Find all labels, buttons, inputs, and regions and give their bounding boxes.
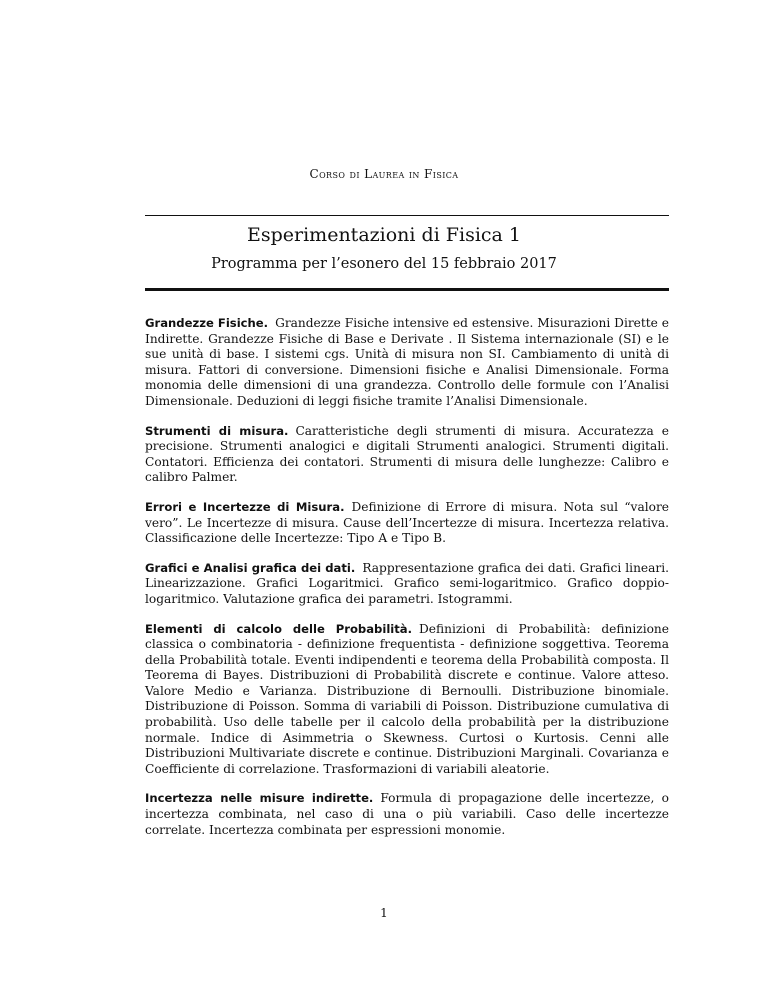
- section-title: Grandezze Fisiche.: [145, 316, 269, 330]
- title-rule-bottom: [145, 288, 669, 291]
- section-text: Rappresentazione grafica dei dati. Grafici lineari. Linearizzazione. Grafici Logaritmici. Grafico semi-logaritmico. Grafico doppio-logaritmico. Valutazione grafica dei parametri. Istogrammi.: [145, 560, 669, 606]
- section-misure-indirette: [145, 791, 669, 838]
- document-title: Esperimentazioni di Fisica 1: [247, 224, 521, 246]
- section-title: Elementi di calcolo delle Probabilità.: [145, 621, 413, 636]
- section-text: Grandezze Fisiche intensive ed estensive. Misurazioni Dirette e Indirette. Grandezze Fisiche di Base e Derivate . Il Sistema internazionale (SI) e le sue unità di base. I sistemi cgs. Unità di misura non SI. Cambiamento di unità di misura. Fattori di conversione. Dimensioni fisiche e Analisi Dimensionale. Forma monomia delle dimensioni di una grandezza. Controllo delle formule con l’Analisi Dimensionale. Deduzioni di leggi fisiche tramite l’Analisi Dimensionale.: [145, 316, 670, 408]
- document-subtitle: Programma per l’esonero del 15 febbraio 2017: [211, 256, 557, 272]
- section-errori-incertezze: [145, 500, 669, 547]
- section-probabilita: [145, 622, 669, 778]
- section-text: Caratteristiche degli strumenti di misura. Accuratezza e precisione. Strumenti analogici e digitali Strumenti analogici. Strumenti digitali. Contatori. Efficienza dei contatori. Strumenti di misura delle lunghezze: Calibro e calibro Palmer.: [145, 423, 670, 485]
- section-grandezze-fisiche: [145, 316, 669, 410]
- section-strumenti-di-misura: [145, 424, 669, 486]
- section-title: Grafici e Analisi grafica dei dati.: [145, 560, 356, 575]
- section-text: Formula di propagazione delle incertezze, o incertezza combinata, nel caso di una o più variabili. Caso delle incertezze correlate. Incertezza combinata per espressioni monomie.: [145, 791, 669, 837]
- section-text: Definizione di Errore di misura. Nota sul “valore vero”. Le Incertezze di misura. Cause dell’Incertezze di misura. Incertezza relativa. Classificazione delle Incertezze: Tipo A e Tipo B.: [145, 499, 669, 546]
- program-content: [145, 316, 669, 852]
- title-rule-top: [145, 215, 669, 216]
- page-number: 1: [380, 906, 388, 920]
- section-grafici: [145, 561, 669, 608]
- section-text: Definizioni di Probabilità: definizione classica o combinatoria - definizione frequentista - definizione soggettiva. Teorema della Probabilità totale. Eventi indipendenti e teorema della Probabilità composta. Il Teorema di Bayes. Distribuzioni di Probabilità discrete e continue. Valore atteso. Valore Medio e Varianza. Distribuzione di Bernoulli. Distribuzione binomiale. Distribuzione di Poisson. Somma di variabili di Poisson. Distribuzione cumulativa di probabilità. Uso delle tabelle per il calcolo della probabilità per la distribuzione normale. Indice di Asimmetria o Skewness. Curtosi o Kurtosis. Cenni alle Distribuzioni Multivariate discrete e continue. Distribuzioni Marginali. Covarianza e Coefficiente di correlazione. Trasformazioni di variabili aleatorie.: [145, 621, 669, 776]
- course-header: Corso di Laurea in Fisica: [309, 167, 459, 181]
- section-title: Strumenti di misura.: [145, 423, 289, 438]
- section-title: Errori e Incertezze di Misura.: [145, 499, 345, 514]
- section-title: Incertezza nelle misure indirette.: [145, 791, 374, 806]
